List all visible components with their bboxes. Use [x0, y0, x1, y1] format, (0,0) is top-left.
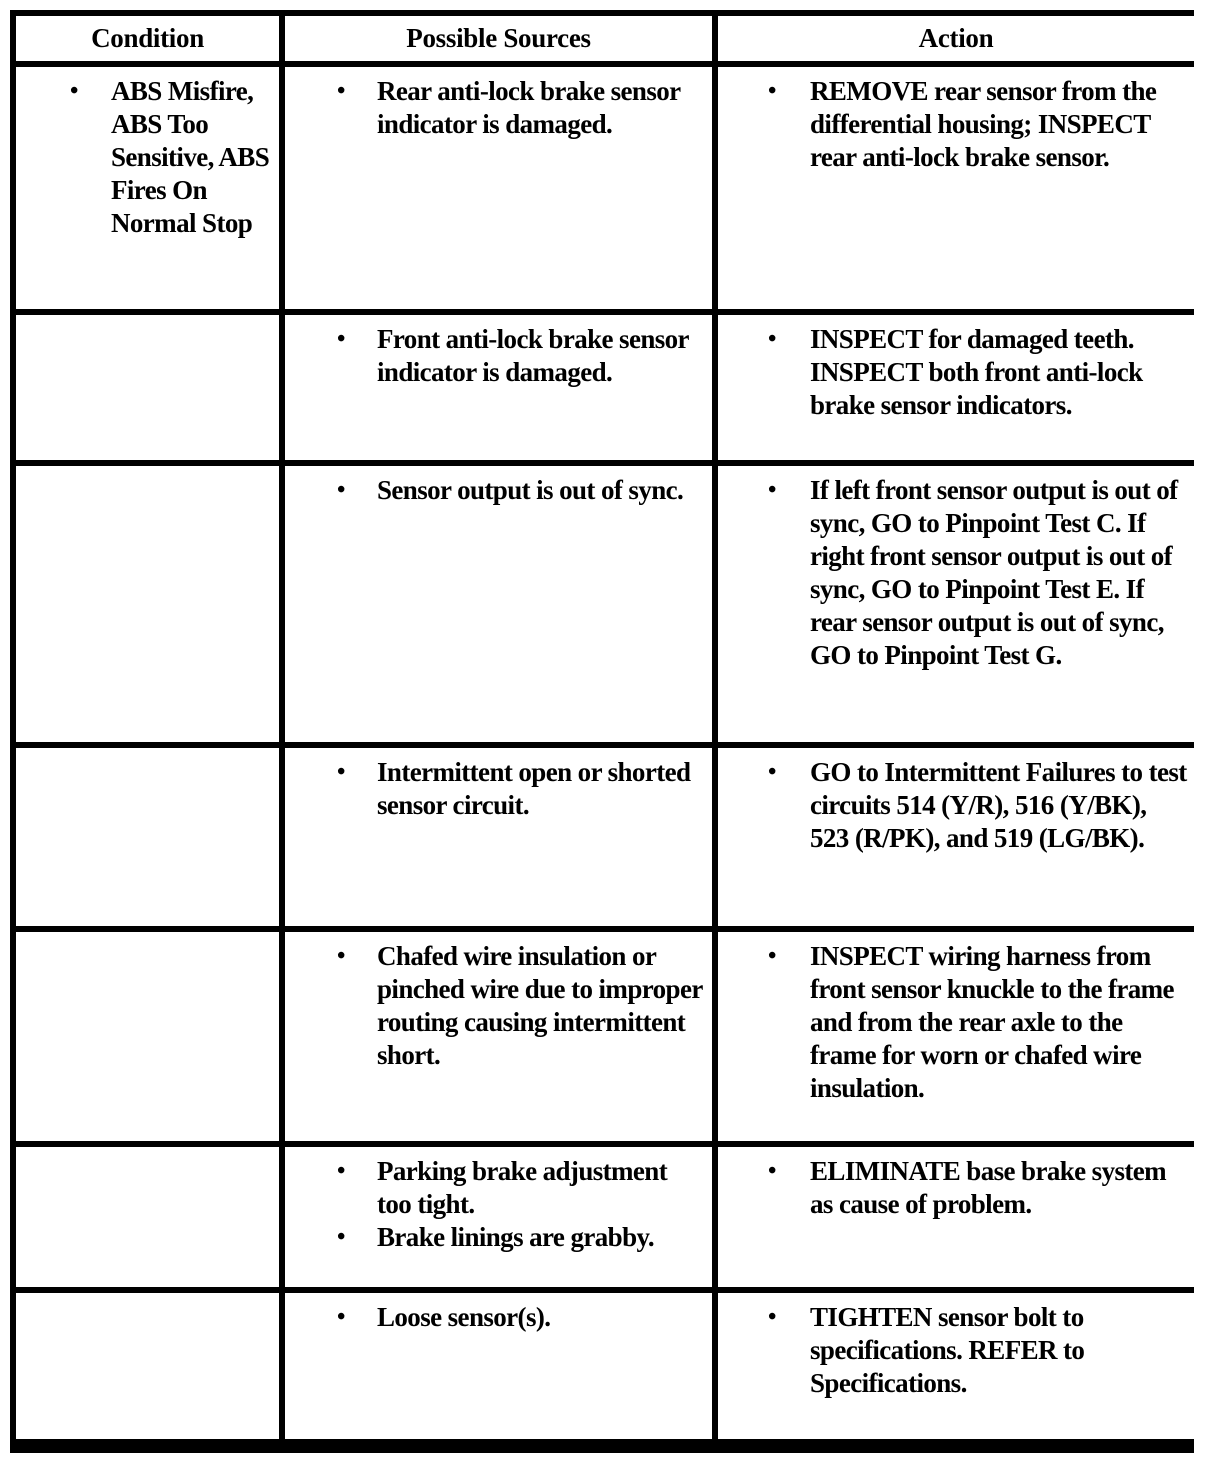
list-item	[285, 1301, 706, 1334]
possible-sources-cell	[285, 315, 712, 460]
bullet-list	[718, 75, 1188, 174]
list-item-text: Parking brake adjustment too tight.	[377, 1156, 668, 1219]
list-item-text: Sensor output is out of sync.	[377, 475, 684, 505]
possible-sources-cell	[285, 932, 712, 1141]
bullet-icon: •	[337, 1224, 345, 1250]
bullet-icon: •	[70, 78, 78, 104]
action-cell	[718, 1147, 1194, 1287]
possible-sources-cell	[285, 466, 712, 742]
list-item	[718, 1155, 1188, 1221]
diagnosis-table	[10, 10, 1194, 1453]
bullet-list	[718, 323, 1188, 422]
bullet-icon: •	[337, 477, 345, 503]
possible-sources-cell	[285, 1293, 712, 1439]
list-item-text: Chafed wire insulation or pinched wire due to improper routing causing intermittent short.	[377, 941, 703, 1070]
bullet-list	[718, 940, 1188, 1105]
list-item	[285, 940, 706, 1072]
list-item	[285, 323, 706, 389]
bullet-list	[16, 75, 273, 240]
header-action: Action	[718, 16, 1194, 61]
bullet-list	[285, 323, 706, 389]
bullet-icon: •	[768, 1304, 776, 1330]
list-item	[285, 474, 706, 507]
header-possible-sources: Possible Sources	[285, 16, 712, 61]
list-item-text: GO to Intermittent Failures to test circuits 514 (Y/R), 516 (Y/BK), 523 (R/PK), and 519 (LG/BK).	[810, 757, 1187, 853]
bullet-list	[285, 1155, 706, 1254]
header-condition: Condition	[16, 16, 279, 61]
bullet-icon: •	[768, 477, 776, 503]
bullet-icon: •	[337, 759, 345, 785]
bullet-list	[718, 474, 1188, 672]
list-item	[285, 1155, 706, 1221]
bullet-list	[718, 1155, 1188, 1221]
action-cell	[718, 67, 1194, 309]
condition-cell	[16, 1293, 279, 1439]
condition-cell	[16, 466, 279, 742]
list-item	[718, 75, 1188, 174]
list-item-text: Loose sensor(s).	[377, 1302, 551, 1332]
list-item-text: Intermittent open or shorted sensor circuit.	[377, 757, 691, 820]
list-item-text: Front anti-lock brake sensor indicator is damaged.	[377, 324, 689, 387]
bullet-icon: •	[337, 1158, 345, 1184]
list-item-text: TIGHTEN sensor bolt to specifications. REFER to Specifications.	[810, 1302, 1085, 1398]
action-cell	[718, 315, 1194, 460]
list-item-text: Rear anti-lock brake sensor indicator is damaged.	[377, 76, 681, 139]
list-item	[285, 75, 706, 141]
list-item-text: INSPECT wiring harness from front sensor knuckle to the frame and from the rear axle to the frame for worn or chafed wire insulation.	[810, 941, 1174, 1103]
bullet-icon: •	[768, 326, 776, 352]
list-item	[285, 1221, 706, 1254]
list-item	[16, 75, 273, 240]
condition-cell	[16, 1147, 279, 1287]
action-cell	[718, 932, 1194, 1141]
condition-cell	[16, 932, 279, 1141]
bullet-list	[285, 756, 706, 822]
bullet-list	[285, 1301, 706, 1334]
bullet-list	[718, 756, 1188, 855]
bullet-icon: •	[768, 759, 776, 785]
bullet-icon: •	[768, 78, 776, 104]
bullet-icon: •	[337, 943, 345, 969]
bullet-icon: •	[768, 1158, 776, 1184]
list-item	[718, 756, 1188, 855]
list-item	[718, 940, 1188, 1105]
bullet-list	[718, 1301, 1188, 1400]
list-item	[718, 1301, 1188, 1400]
condition-cell	[16, 748, 279, 926]
condition-cell	[16, 315, 279, 460]
list-item-text: INSPECT for damaged teeth. INSPECT both front anti-lock brake sensor indicators.	[810, 324, 1143, 420]
condition-cell	[16, 67, 279, 309]
list-item-text: Brake linings are grabby.	[377, 1222, 655, 1252]
bullet-icon: •	[337, 326, 345, 352]
list-item-text: If left front sensor output is out of sync, GO to Pinpoint Test C. If right front sensor output is out of sync, GO to Pinpoint Test E. If rear sensor output is out of sync, GO to Pinpoint Test G.	[810, 475, 1178, 670]
bullet-list	[285, 75, 706, 141]
list-item-text: REMOVE rear sensor from the differential housing; INSPECT rear anti-lock brake sensor.	[810, 76, 1157, 172]
list-item-text: ELIMINATE base brake system as cause of problem.	[810, 1156, 1167, 1219]
list-item-text: ABS Misfire, ABS Too Sensitive, ABS Fires On Normal Stop	[111, 76, 270, 238]
action-cell	[718, 748, 1194, 926]
list-item	[718, 323, 1188, 422]
bullet-list	[285, 940, 706, 1072]
bullet-icon: •	[768, 943, 776, 969]
possible-sources-cell	[285, 67, 712, 309]
bullet-icon: •	[337, 1304, 345, 1330]
action-cell	[718, 466, 1194, 742]
action-cell	[718, 1293, 1194, 1439]
bullet-icon: •	[337, 78, 345, 104]
possible-sources-cell	[285, 748, 712, 926]
bullet-list	[285, 474, 706, 507]
list-item	[718, 474, 1188, 672]
possible-sources-cell	[285, 1147, 712, 1287]
list-item	[285, 756, 706, 822]
